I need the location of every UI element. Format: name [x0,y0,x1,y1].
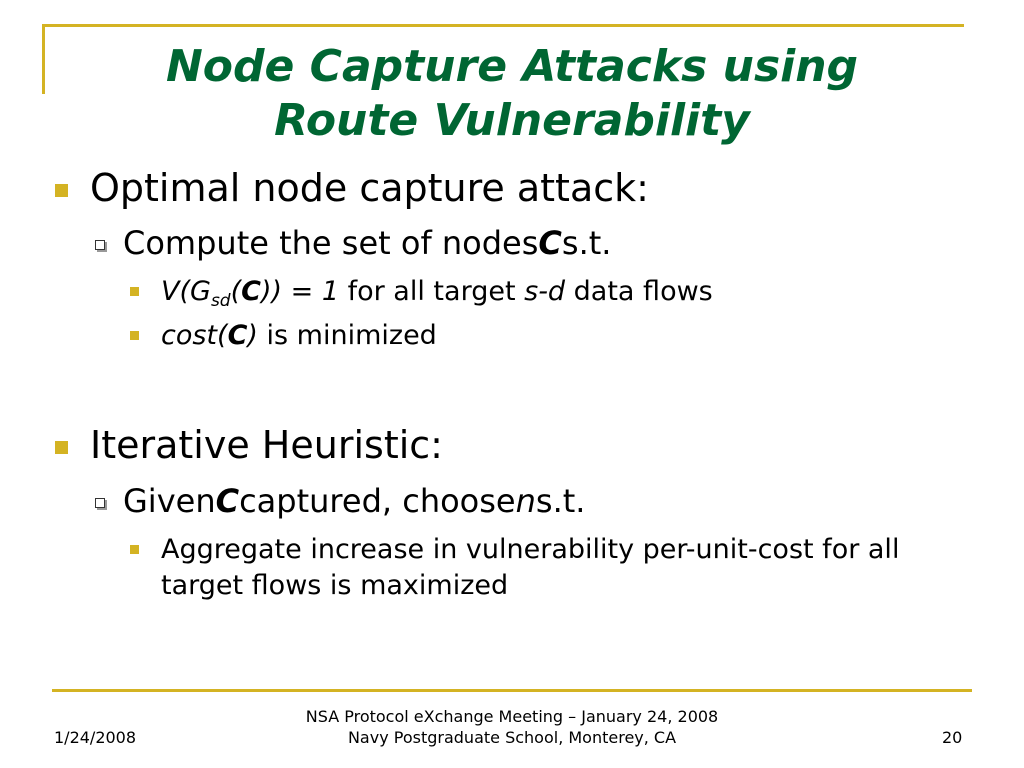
square-bullet-icon [130,331,139,340]
title-line-1: Node Capture Attacks using [165,41,859,92]
bullet-text: Compute the set of nodes [123,224,539,262]
var-c: C [227,320,248,351]
formula-close: )) = 1 [260,276,340,307]
page-number: 20 [942,728,963,747]
bullet-text: Optimal node capture attack: [90,166,649,210]
slide-title [0,40,1024,148]
bullet-text: Aggregate increase in vulnerability per-unit-cost for all target flows is maximized [161,534,900,601]
footer-date: 1/24/2008 [54,728,137,747]
text-mid: for all target [339,276,525,307]
bullet-compute-set [95,224,611,262]
square-bullet-icon [55,441,68,454]
formula-sub-sd: sd [210,291,231,312]
formula-v: V(G [161,276,211,307]
footer-rule [52,689,972,692]
bullet-iterative-heuristic [55,423,443,467]
footer-meeting: NSA Protocol eXchange Meeting – January 24, 2008 [305,707,719,726]
hollow-square-bullet-icon [95,240,105,250]
square-bullet-icon [55,184,68,197]
var-sd: s-d [524,276,566,307]
bullet-optimal-attack [55,166,649,210]
text-tail: data flows [565,276,713,307]
text-tail: is minimized [257,320,437,351]
square-bullet-icon [130,287,139,296]
bullet-cost-minimized [130,320,437,351]
formula-cost: cost( [161,320,228,351]
footer-center [0,706,1024,748]
bullet-given-c [95,482,585,520]
var-c: C [538,224,562,262]
var-n: n [515,482,536,520]
square-bullet-icon [130,545,139,554]
var-c: C [241,276,261,307]
bullet-tail: s.t. [561,224,612,262]
text-tail: s.t. [535,482,586,520]
bullet-aggregate-increase [130,532,981,604]
footer-location: Navy Postgraduate School, Monterey, CA [347,728,677,747]
var-c: C [215,482,240,520]
frame-top-rule [42,24,964,27]
bullet-text: Iterative Heuristic: [90,423,443,467]
title-line-2: Route Vulnerability [274,95,750,146]
text-mid: captured, choose [239,482,516,520]
bullet-v-condition [130,276,713,312]
formula-close: ) [247,320,258,351]
formula-open: ( [230,276,242,307]
text-given: Given [123,482,216,520]
hollow-square-bullet-icon [95,498,105,508]
